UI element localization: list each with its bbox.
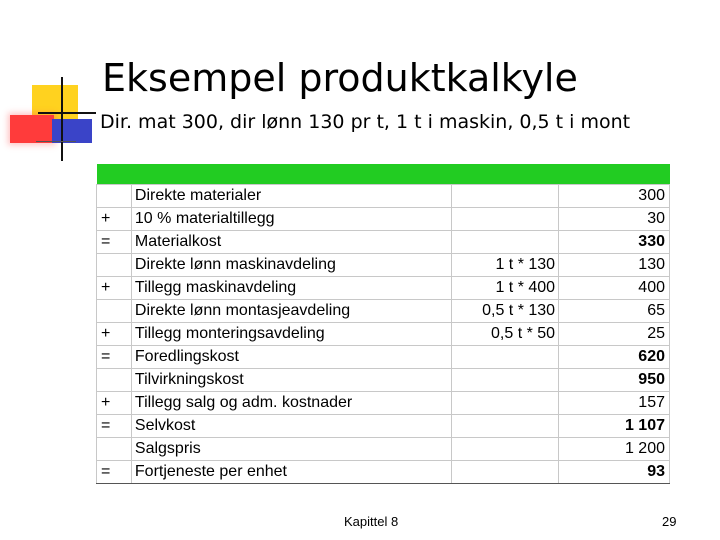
table-row: [97, 231, 670, 254]
table-row: [97, 346, 670, 369]
row-amount: 1 107: [559, 415, 670, 438]
table-row: [97, 369, 670, 392]
row-amount: 30: [559, 208, 670, 231]
row-formula: [452, 208, 559, 231]
row-amount: 400: [559, 277, 670, 300]
row-formula: 1 t * 130: [452, 254, 559, 277]
row-operator: [97, 438, 132, 461]
row-label: Direkte lønn maskinavdeling: [131, 254, 451, 277]
logo-red-square: [10, 115, 54, 143]
row-formula: [452, 346, 559, 369]
table-row: [97, 461, 670, 484]
row-label: Tillegg salg og adm. kostnader: [131, 392, 451, 415]
table-row: [97, 208, 670, 231]
table-row: [97, 323, 670, 346]
row-label: Materialkost: [131, 231, 451, 254]
row-label: Tillegg monteringsavdeling: [131, 323, 451, 346]
row-formula: 1 t * 400: [452, 277, 559, 300]
row-amount: 1 200: [559, 438, 670, 461]
row-label: Direkte lønn montasjeavdeling: [131, 300, 451, 323]
logo-horizontal-line-lower: [36, 141, 76, 142]
row-operator: [97, 185, 132, 208]
row-amount: 330: [559, 231, 670, 254]
row-label: Direkte materialer: [131, 185, 451, 208]
row-label: Selvkost: [131, 415, 451, 438]
row-operator: =: [97, 461, 132, 484]
table-row: [97, 277, 670, 300]
logo-blue-square: [52, 119, 92, 143]
row-amount: 130: [559, 254, 670, 277]
row-formula: [452, 185, 559, 208]
slide-logo-decoration: [0, 0, 100, 170]
row-formula: 0,5 t * 50: [452, 323, 559, 346]
table-row: [97, 415, 670, 438]
row-operator: [97, 254, 132, 277]
table-row: [97, 300, 670, 323]
row-formula: [452, 461, 559, 484]
page-number: 29: [662, 514, 677, 529]
row-operator: [97, 300, 132, 323]
slide-title: Eksempel produktkalkyle: [102, 56, 578, 100]
row-amount: 93: [559, 461, 670, 484]
row-operator: =: [97, 415, 132, 438]
row-amount: 157: [559, 392, 670, 415]
logo-horizontal-line: [38, 112, 96, 114]
row-operator: =: [97, 346, 132, 369]
table-header-bar: [97, 164, 670, 185]
table-row: [97, 185, 670, 208]
row-formula: [452, 438, 559, 461]
row-formula: 0,5 t * 130: [452, 300, 559, 323]
row-amount: 620: [559, 346, 670, 369]
table-row: [97, 254, 670, 277]
row-operator: +: [97, 323, 132, 346]
row-label: Tillegg maskinavdeling: [131, 277, 451, 300]
logo-vertical-line: [61, 77, 63, 161]
footer-chapter: Kapittel 8: [344, 514, 399, 529]
row-operator: =: [97, 231, 132, 254]
row-operator: +: [97, 392, 132, 415]
table-row: [97, 392, 670, 415]
row-operator: +: [97, 277, 132, 300]
row-operator: +: [97, 208, 132, 231]
row-amount: 65: [559, 300, 670, 323]
table-row: [97, 438, 670, 461]
row-operator: [97, 369, 132, 392]
row-amount: 950: [559, 369, 670, 392]
row-formula: [452, 415, 559, 438]
row-label: Tilvirkningskost: [131, 369, 451, 392]
row-formula: [452, 392, 559, 415]
product-calculation-table: [96, 164, 670, 484]
row-label: Salgspris: [131, 438, 451, 461]
row-amount: 300: [559, 185, 670, 208]
row-label: Fortjeneste per enhet: [131, 461, 451, 484]
row-formula: [452, 369, 559, 392]
row-label: 10 % materialtillegg: [131, 208, 451, 231]
slide-subtitle: Dir. mat 300, dir lønn 130 pr t, 1 t i maskin, 0,5 t i mont: [100, 111, 631, 133]
row-amount: 25: [559, 323, 670, 346]
row-formula: [452, 231, 559, 254]
row-label: Foredlingskost: [131, 346, 451, 369]
